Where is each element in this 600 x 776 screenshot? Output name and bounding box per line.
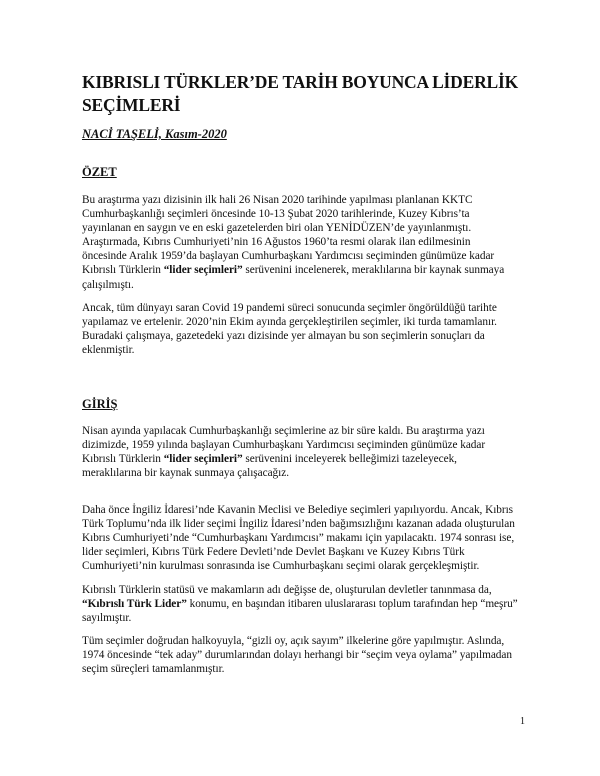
- text-line: Türk Toplumu’nda ilk lider seçimi İngiliz İdaresi’nden bağımsızlığını kazanan adada oluşturulan: [82, 518, 515, 531]
- text-line: sayılmıştır.: [82, 612, 132, 625]
- document-title: KIBRISLI TÜRKLER’DE TARİH BOYUNCA LİDERLİK SEÇİMLERİ: [82, 72, 519, 115]
- text-line: Kıbrıs Cumhuriyeti’nde “Cumhurbaşkanı Yardımcısı” makamı için yapılacaktı. 1974 sonrası ise,: [82, 532, 515, 545]
- text-run: Kıbrıslı Türklerin: [82, 264, 164, 277]
- ozet-paragraph-2: [82, 301, 522, 357]
- text-line: Araştırmada, Kıbrıs Cumhuriyeti’nin 16 Ağustos 1960’ta resmi olarak ilan edilmesinin: [82, 236, 471, 249]
- giris-paragraph-3: [82, 583, 522, 625]
- text-line: Nisan ayında yapılacak Cumhurbaşkanlığı seçimlerine az bir süre kaldı. Bu araştırma yazı: [82, 425, 485, 437]
- text-run: serüvenini inceleyerek belleğimizi tazeleyecek,: [242, 453, 457, 466]
- ozet-paragraph-1: [82, 193, 522, 292]
- text-line: [82, 263, 522, 277]
- text-line: öncesinde Aralık 1959’da başlayan Cumhurbaşkanı Yardımcısı seçiminden günümüze kadar: [82, 250, 495, 263]
- text-line: yayınlanan en saygın ve en eski gazetelerden biri olan YENİDÜZEN’de yayınlanmıştı.: [82, 222, 472, 235]
- text-line: Cumhuriyeti’nin kurulması sonrasında ise Cumhurbaşkanı seçimi olarak gerçekleşmiştir.: [82, 560, 480, 573]
- text-line: 1974 öncesinde “tek aday” durumlarından dolayı herhangi bir “seçim veya oylama” yapılmadan: [82, 649, 512, 662]
- bold-term: “lider seçimleri”: [163, 264, 243, 277]
- text-line: Daha önce İngiliz İdaresi’nde Kavanin Meclisi ve Belediye seçimleri yapılıyordu. Ancak, Kıbrıs: [82, 504, 514, 516]
- text-line: çalışılmıştı.: [82, 278, 134, 291]
- text-line: eklenmiştir.: [82, 344, 135, 357]
- text-run: Kıbrıslı Türklerin: [82, 453, 164, 466]
- giris-paragraph-4: [82, 634, 522, 676]
- heading-ozet: ÖZET: [82, 165, 117, 179]
- text-line: meraklılarına bir kaynak sunmaya çalışacağız.: [82, 467, 289, 480]
- bold-term: “lider seçimleri”: [163, 453, 243, 466]
- page-number: 1: [520, 716, 525, 727]
- text-line: [82, 452, 522, 466]
- bold-term: “Kıbrıslı Türk Lider”: [82, 598, 187, 611]
- text-line: Cumhurbaşkanlığı seçimleri öncesinde 10-13 Şubat 2020 tarihlerinde, Kuzey Kıbrıs’ta: [82, 208, 470, 221]
- text-line: Tüm seçimler doğrudan halkoyuyla, “gizli oy, açık sayım” ilkelerine göre yapılmıştır. Aslında,: [82, 635, 505, 647]
- text-line: Kıbrıslı Türklerin statüsü ve makamların adı değişse de, oluşturulan devletler tanınmasa da,: [82, 584, 492, 596]
- text-line: [82, 597, 522, 611]
- text-line: dizimizde, 1959 yılında başlayan Cumhurbaşkanı Yardımcısı seçiminden günümüze kadar: [82, 439, 486, 452]
- text-run: konumu, en başından itibaren uluslararası toplum tarafından hep “meşru”: [186, 598, 518, 611]
- text-line: seçim süreçleri tamamlanmıştır.: [82, 663, 225, 676]
- text-line: Buradaki çalışmaya, gazetedeki yazı dizisinde yer almayan bu son seçimlerin sonuçları da: [82, 330, 485, 343]
- giris-paragraph-1: [82, 424, 522, 480]
- giris-paragraph-2: [82, 503, 522, 573]
- text-line: lider seçimleri, Kıbrıs Türk Federe Devleti’nde Devlet Başkanı ve Kuzey Kıbrıs Türk: [82, 546, 465, 559]
- text-line: yapılamaz ve ertelenir. 2020’nin Ekim ayında gerçekleştirilen seçimler, iki turda tamamlanır.: [82, 316, 497, 329]
- text-run: serüvenini incelenerek, meraklılarına bir kaynak sunmaya: [242, 264, 505, 277]
- author-line: NACİ TAŞELİ, Kasım-2020: [82, 127, 227, 141]
- text-line: Bu araştırma yazı dizisinin ilk hali 26 Nisan 2020 tarihinde yapılması planlanan KKTC: [82, 194, 473, 206]
- heading-giris: GİRİŞ: [82, 397, 118, 411]
- text-line: Ancak, tüm dünyayı saran Covid 19 pandemi süreci sonucunda seçimler öngörüldüğü tarihte: [82, 302, 497, 314]
